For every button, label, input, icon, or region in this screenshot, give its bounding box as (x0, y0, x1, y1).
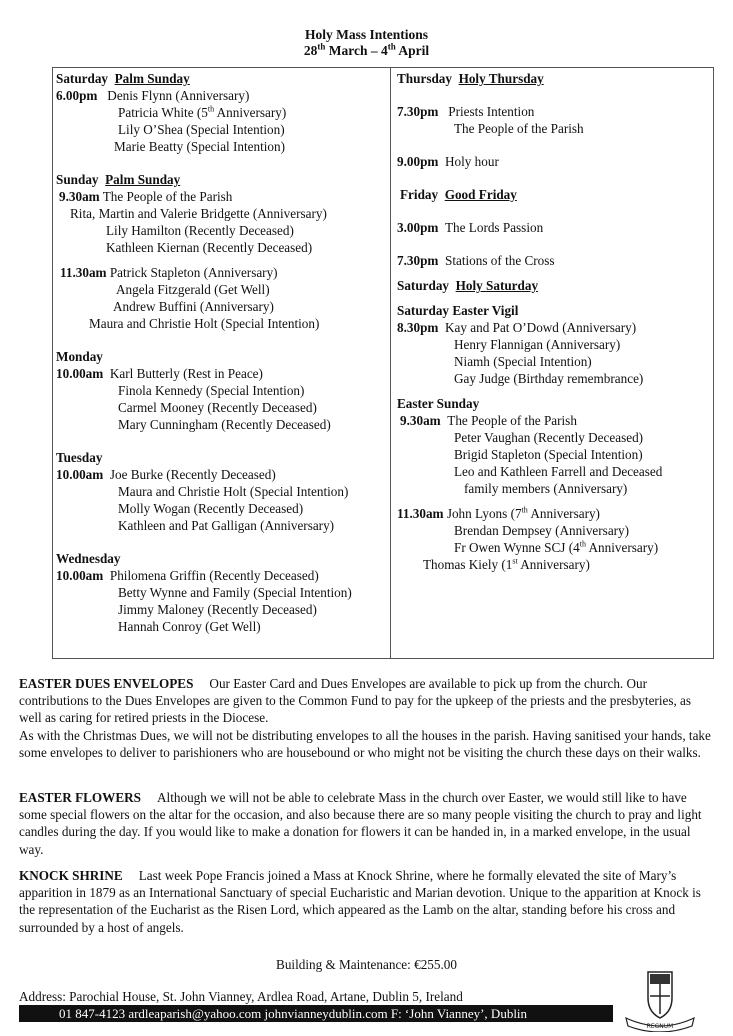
spacer (56, 256, 388, 264)
intention-line (397, 505, 709, 522)
notice-text: Although we will not be able to celebrate Mass in the church over Easter, we would still like to have some special flowers on the altar for the occasion, and also because there are so many people visiting the church to pray and light candles during the day. If you would like to make a donation for flowers it can be handed in, in a marked envelope, in the usual way. (19, 790, 702, 857)
mass-time: 10.00am (56, 366, 104, 381)
intention-line: Maura and Christie Holt (Special Intention) (118, 484, 349, 499)
notice-text: As with the Christmas Dues, we will not be distributing envelopes to all the houses in the parish. Having sanitised your hands, take some envelopes to deliver to parishioners who are housebound or who might not be visiting the church these days on their walks. (19, 727, 711, 760)
spacer (397, 137, 709, 153)
right-column (397, 70, 709, 573)
day-label: Saturday (56, 71, 109, 86)
mass-time: 9.30am (400, 413, 441, 428)
intention-line: Brigid Stapleton (Special Intention) (454, 447, 643, 462)
notice-text: Last week Pope Francis joined a Mass at Knock Shrine, where he formally elevated the site of Mary’s apparition in 1879 as an International Sanctuary of special Eucharistic and Marian devotion. Unique to the apparition at Knock is the representation of the Eucharist as the Risen Lord, which appeared as the Lamb on the altar, standing before his cross and surrounded by a host of angels. (19, 868, 701, 935)
intention-line: family members (Anniversary) (464, 481, 628, 496)
intention-line: Peter Vaughan (Recently Deceased) (454, 430, 644, 445)
intention-line (56, 104, 388, 121)
intention: Fr Owen Wynne SCJ (4 (454, 540, 580, 555)
title-date-end: April (395, 43, 430, 58)
feast-label: Palm Sunday (114, 71, 190, 86)
crest-motto: REGNUM (646, 1023, 674, 1030)
intention: Philomena Griffin (Recently Deceased) (109, 568, 319, 583)
intention-line: Lily Hamilton (Recently Deceased) (106, 223, 294, 238)
intention: John Lyons (7 (446, 506, 522, 521)
intention-line (56, 567, 388, 584)
intention: Holy hour (445, 154, 499, 169)
title-date-start: 28 (303, 43, 318, 58)
spacer (397, 269, 709, 277)
mass-time: 3.00pm (397, 220, 439, 235)
intention: Anniversary) (527, 506, 600, 521)
intention-line: Leo and Kathleen Farrell and Deceased (454, 464, 663, 479)
intention-line: Betty Wynne and Family (Special Intention) (118, 585, 352, 600)
mass-time: 8.30pm (397, 320, 439, 335)
day-label: Sunday (56, 172, 99, 187)
intention-line: Finola Kennedy (Special Intention) (118, 383, 305, 398)
spacer (397, 87, 709, 103)
thursday-heading (397, 70, 709, 87)
spacer (56, 534, 388, 550)
intention-line (397, 153, 709, 170)
intention-line: Lily O’Shea (Special Intention) (118, 122, 285, 137)
left-column (56, 70, 388, 635)
sunday-heading (56, 171, 388, 188)
intention-line (397, 319, 709, 336)
title-line-1: Holy Mass Intentions (304, 27, 429, 42)
intention-line: Rita, Martin and Valerie Bridgette (Anniversary) (70, 206, 327, 221)
mass-time: 10.00am (56, 467, 104, 482)
intention-line (397, 103, 709, 120)
intention: Priests Intention (448, 104, 535, 119)
intention: The Lords Passion (445, 220, 544, 235)
intention-line: Gay Judge (Birthday remembrance) (454, 371, 644, 386)
saturday-holy-heading (397, 277, 709, 294)
intention-line: Mary Cunningham (Recently Deceased) (118, 417, 331, 432)
parish-crest-icon (620, 968, 700, 1032)
spacer (397, 236, 709, 252)
intention: Thomas Kiely (1 (423, 557, 513, 572)
intention-line: Andrew Buffini (Anniversary) (113, 299, 274, 314)
ordinal-sup: th (579, 539, 586, 549)
ordinal-sup: th (521, 505, 528, 515)
easter-sunday-heading: Easter Sunday (397, 396, 480, 411)
intention: Denis Flynn (Anniversary) (107, 88, 250, 103)
intention-line: The People of the Parish (454, 121, 584, 136)
knock-shrine-notice (19, 867, 715, 936)
contact-bar: 01 847-4123 ardleaparish@yahoo.com johnvianneydublin.com F: ‘John Vianney’, Dublin (19, 1005, 613, 1022)
intention-line: Henry Flannigan (Anniversary) (454, 337, 621, 352)
intention: Patrick Stapleton (Anniversary) (109, 265, 278, 280)
spacer (56, 155, 388, 171)
intention-line (397, 539, 709, 556)
intention: Karl Butterly (Rest in Peace) (109, 366, 263, 381)
intention-line (56, 87, 388, 104)
mass-time: 10.00am (56, 568, 104, 583)
saturday-heading (56, 70, 388, 87)
ordinal-sup: st (512, 556, 518, 566)
mass-time: 7.30pm (397, 104, 439, 119)
intention-line: Angela Fitzgerald (Get Well) (116, 282, 270, 297)
intention-line: Carmel Mooney (Recently Deceased) (118, 400, 317, 415)
intention-line (56, 264, 388, 281)
intention: Stations of the Cross (445, 253, 555, 268)
spacer (397, 170, 709, 186)
spacer (56, 332, 388, 348)
intention: Patricia White (5 (118, 105, 208, 120)
feast-label: Good Friday (444, 187, 517, 202)
intention: Anniversary) (517, 557, 590, 572)
notice-heading: EASTER FLOWERS (19, 790, 142, 805)
intention-line (397, 219, 709, 236)
title-sup: th (387, 41, 396, 52)
spacer (397, 294, 709, 302)
spacer (397, 203, 709, 219)
day-label: Thursday (397, 71, 452, 86)
intention-line: Maura and Christie Holt (Special Intention) (89, 316, 320, 331)
intention-line (56, 188, 388, 205)
intention-line: Brendan Dempsey (Anniversary) (454, 523, 630, 538)
easter-vigil-heading: Saturday Easter Vigil (397, 303, 519, 318)
title-line-2 (0, 43, 733, 59)
intention-line: Niamh (Special Intention) (454, 354, 592, 369)
intention-line: Hannah Conroy (Get Well) (118, 619, 261, 634)
title-date-mid: March – 4 (325, 43, 388, 58)
feast-label: Holy Thursday (458, 71, 544, 86)
notice-heading: KNOCK SHRINE (19, 868, 123, 883)
intention-line: Kathleen Kiernan (Recently Deceased) (106, 240, 313, 255)
intention-line (397, 252, 709, 269)
intention-line: Marie Beatty (Special Intention) (114, 139, 286, 154)
easter-flowers-notice (19, 789, 715, 858)
address-line: Address: Parochial House, St. John Vianney, Ardlea Road, Artane, Dublin 5, Ireland (19, 989, 463, 1004)
intention-line (397, 412, 709, 429)
intention-line (397, 556, 709, 573)
spacer (397, 497, 709, 505)
monday-heading: Monday (56, 349, 103, 364)
tuesday-heading: Tuesday (56, 450, 103, 465)
building-maintenance: Building & Maintenance: €255.00 (276, 957, 457, 972)
intention: Anniversary) (214, 105, 287, 120)
column-divider (390, 67, 391, 658)
mass-time: 11.30am (397, 506, 444, 521)
wednesday-heading: Wednesday (56, 551, 121, 566)
day-label: Friday (400, 187, 439, 202)
mass-time: 9.00pm (397, 154, 439, 169)
day-label: Saturday (397, 278, 450, 293)
intention-line: Kathleen and Pat Galligan (Anniversary) (118, 518, 335, 533)
document-title (0, 27, 733, 59)
spacer (397, 387, 709, 395)
mass-time: 7.30pm (397, 253, 439, 268)
intention: Joe Burke (Recently Deceased) (109, 467, 276, 482)
intention-line (56, 466, 388, 483)
ordinal-sup: th (207, 104, 215, 114)
intention: The People of the Parish (447, 413, 577, 428)
easter-dues-notice (19, 675, 715, 761)
intention-line: Jimmy Maloney (Recently Deceased) (118, 602, 317, 617)
friday-heading (397, 186, 709, 203)
mass-time: 11.30am (60, 265, 107, 280)
mass-time: 9.30am (59, 189, 100, 204)
mass-time: 6.00pm (56, 88, 98, 103)
notice-heading: EASTER DUES ENVELOPES (19, 676, 194, 691)
notice-text: Our Easter Card and Dues Envelopes are available to pick up from the church. Our contributions to the Dues Envelopes are given to the Common Fund to pay for the upkeep of the priests and the presbyteries, as well as caring for retired priests in the Diocese. (19, 676, 692, 726)
intention-line: Molly Wogan (Recently Deceased) (118, 501, 304, 516)
feast-label: Holy Saturday (455, 278, 539, 293)
intention: Anniversary) (585, 540, 659, 555)
spacer (56, 433, 388, 449)
intention: Kay and Pat O’Dowd (Anniversary) (445, 320, 637, 335)
intention: The People of the Parish (102, 189, 233, 204)
intention-line (56, 365, 388, 382)
feast-label: Palm Sunday (105, 172, 181, 187)
title-sup: th (317, 41, 326, 52)
